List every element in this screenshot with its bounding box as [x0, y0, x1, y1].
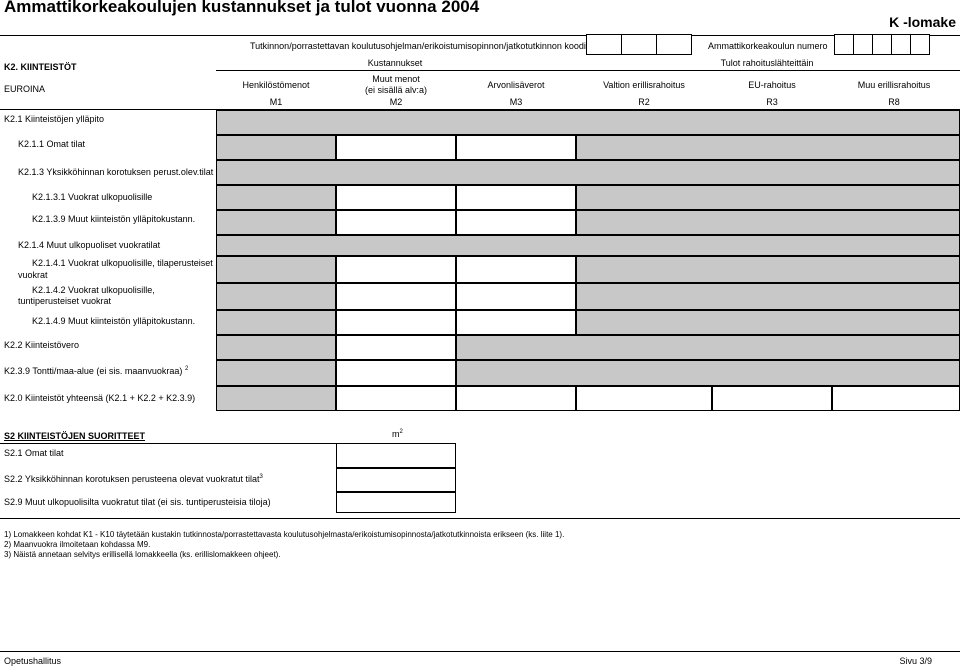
column-header-m3: Arvonlisäverot: [487, 80, 545, 90]
amk-number-box-3[interactable]: [872, 34, 892, 55]
footnote-3: 3) Näistä annetaan selvitys erillisellä lomakkeella (ks. erillislomakkeen ohjeet).: [4, 550, 281, 559]
row-label-s21: S2.1 Omat tilat: [4, 448, 64, 458]
cell-k2149-m1: [216, 310, 336, 335]
column-code-r3: R3: [766, 97, 778, 107]
footer-rule: [0, 651, 960, 652]
form-code: K -lomake: [889, 14, 956, 30]
column-code-m1: M1: [269, 97, 283, 107]
amk-number-box-4[interactable]: [891, 34, 911, 55]
cell-k211-m3[interactable]: [456, 135, 576, 160]
costs-group-label: Kustannukset: [367, 58, 423, 68]
cells-k214: [216, 235, 960, 256]
row-label-k239: K2.3.9 Tontti/maa-alue (ei sis. maanvuokraa) $^2$: [4, 366, 189, 376]
amk-number-box-2[interactable]: [853, 34, 873, 55]
cell-k2139-m3[interactable]: [456, 210, 576, 235]
cell-k22-m2[interactable]: [336, 335, 456, 360]
cell-k239-m1: [216, 360, 336, 386]
row-label-k2141-line1: K2.1.4.1 Vuokrat ulkopuolisille, tilaperusteiset: [32, 258, 213, 268]
cell-k2139-income: [576, 210, 960, 235]
row-label-k22: K2.2 Kiinteistövero: [4, 340, 80, 350]
column-header-r2: Valtion erillisrahoitus: [603, 80, 685, 90]
column-code-m3: M3: [509, 97, 523, 107]
cell-k2142-m2[interactable]: [336, 283, 456, 310]
cell-s29[interactable]: [336, 492, 456, 513]
currency-label: EUROINA: [4, 84, 46, 94]
programme-code-box-3[interactable]: [656, 34, 692, 55]
column-code-r2: R2: [638, 97, 650, 107]
header-rule-1: [216, 70, 960, 71]
programme-code-box-1[interactable]: [586, 34, 622, 55]
column-header-r3: EU-rahoitus: [748, 80, 796, 90]
title-rule: [0, 35, 960, 36]
footer-publisher: Opetushallitus: [4, 656, 62, 666]
programme-code-box-2[interactable]: [621, 34, 657, 55]
section-code: K2. KIINTEISTÖT: [4, 62, 77, 72]
row-label-k2142-line2: tuntiperusteiset vuokrat: [18, 296, 112, 306]
cells-k213: [216, 160, 960, 185]
cell-k211-income: [576, 135, 960, 160]
cell-k20-m3[interactable]: [456, 386, 576, 411]
column-header-m1: Henkilöstömenot: [242, 80, 310, 90]
cell-k239-m2[interactable]: [336, 360, 456, 386]
amk-number-label: Ammattikorkeakoulun numero: [708, 41, 828, 51]
s2-title: S2 KIINTEISTÖJEN SUORITTEET: [4, 431, 146, 441]
row-label-k2131: K2.1.3.1 Vuokrat ulkopuolisille: [32, 192, 153, 202]
footnote-rule: [0, 518, 960, 519]
cell-k2149-m3[interactable]: [456, 310, 576, 335]
cell-k2131-m2[interactable]: [336, 185, 456, 210]
cell-k211-m2[interactable]: [336, 135, 456, 160]
cell-k2141-m2[interactable]: [336, 256, 456, 283]
cell-k2149-income: [576, 310, 960, 335]
cell-k20-r2[interactable]: [576, 386, 712, 411]
cell-k2141-m3[interactable]: [456, 256, 576, 283]
cell-k2131-income: [576, 185, 960, 210]
cell-s22[interactable]: [336, 468, 456, 492]
cell-k2149-m2[interactable]: [336, 310, 456, 335]
row-label-k211: K2.1.1 Omat tilat: [18, 139, 86, 149]
row-label-s29: S2.9 Muut ulkopuolisilta vuokratut tilat (ei sis. tuntiperusteisia tiloja): [4, 497, 271, 507]
amk-number-box-5[interactable]: [910, 34, 930, 55]
cell-k2141-m1: [216, 256, 336, 283]
page-title: Ammattikorkeakoulujen kustannukset ja tulot vuonna 2004: [4, 0, 480, 16]
column-header-r8: Muu erillisrahoitus: [857, 80, 931, 90]
column-code-m2: M2: [389, 97, 403, 107]
s2-unit: $m^2$: [392, 429, 403, 439]
row-label-k2142-line1: K2.1.4.2 Vuokrat ulkopuolisille,: [32, 285, 155, 295]
cell-k20-r8[interactable]: [832, 386, 960, 411]
cell-k22-rest: [456, 335, 960, 360]
cell-k211-m1: [216, 135, 336, 160]
cell-k239-rest: [456, 360, 960, 386]
income-group-label: Tulot rahoituslähteittäin: [720, 58, 814, 68]
cell-k2142-income: [576, 283, 960, 310]
cell-k22-m1: [216, 335, 336, 360]
cell-k2142-m1: [216, 283, 336, 310]
row-label-k21: K2.1 Kiinteistöjen ylläpito: [4, 114, 105, 124]
cell-k2139-m1: [216, 210, 336, 235]
column-header-m2: Muut menot (ei sisällä alv:a): [364, 74, 428, 95]
row-label-k214: K2.1.4 Muut ulkopuoliset vuokratilat: [18, 240, 161, 250]
row-label-k20: K2.0 Kiinteistöt yhteensä (K2.1 + K2.2 + K2.3.9): [4, 393, 196, 403]
row-label-s22: S2.2 Yksikköhinnan korotuksen perusteena olevat vuokratut tilat$^3$: [4, 474, 263, 484]
cell-k20-m1: [216, 386, 336, 411]
cell-k2142-m3[interactable]: [456, 283, 576, 310]
row-label-k2139: K2.1.3.9 Muut kiinteistön ylläpitokustann.: [32, 214, 196, 224]
cell-k20-m2[interactable]: [336, 386, 456, 411]
row-label-k2141-line2: vuokrat: [18, 270, 48, 280]
cell-k2141-income: [576, 256, 960, 283]
amk-number-box-1[interactable]: [834, 34, 854, 55]
column-code-r8: R8: [888, 97, 900, 107]
row-label-k2149: K2.1.4.9 Muut kiinteistön ylläpitokustann.: [32, 316, 196, 326]
cell-s21[interactable]: [336, 443, 456, 468]
cells-k21: [216, 110, 960, 135]
footer-page-number: Sivu 3/9: [899, 656, 932, 666]
footnote-1: 1) Lomakkeen kohdat K1 - K10 täytetään kustakin tutkinnosta/porrastettavasta koulutusohjelmasta/erikoistumisopinnosta/jatkotutkinnoista erikseen (ks. liite 1).: [4, 530, 565, 539]
footnote-2: 2) Maanvuokra ilmoitetaan kohdassa M9.: [4, 540, 151, 549]
row-label-k213: K2.1.3 Yksikköhinnan korotuksen perust.olev.tilat: [18, 167, 214, 177]
cell-k2139-m2[interactable]: [336, 210, 456, 235]
cell-k2131-m1: [216, 185, 336, 210]
cell-k2131-m3[interactable]: [456, 185, 576, 210]
programme-code-label: Tutkinnon/porrastettavan koulutusohjelman/erikoistumisopinnon/jatkotutkinnon koodi: [250, 41, 586, 51]
cell-k20-r3[interactable]: [712, 386, 832, 411]
